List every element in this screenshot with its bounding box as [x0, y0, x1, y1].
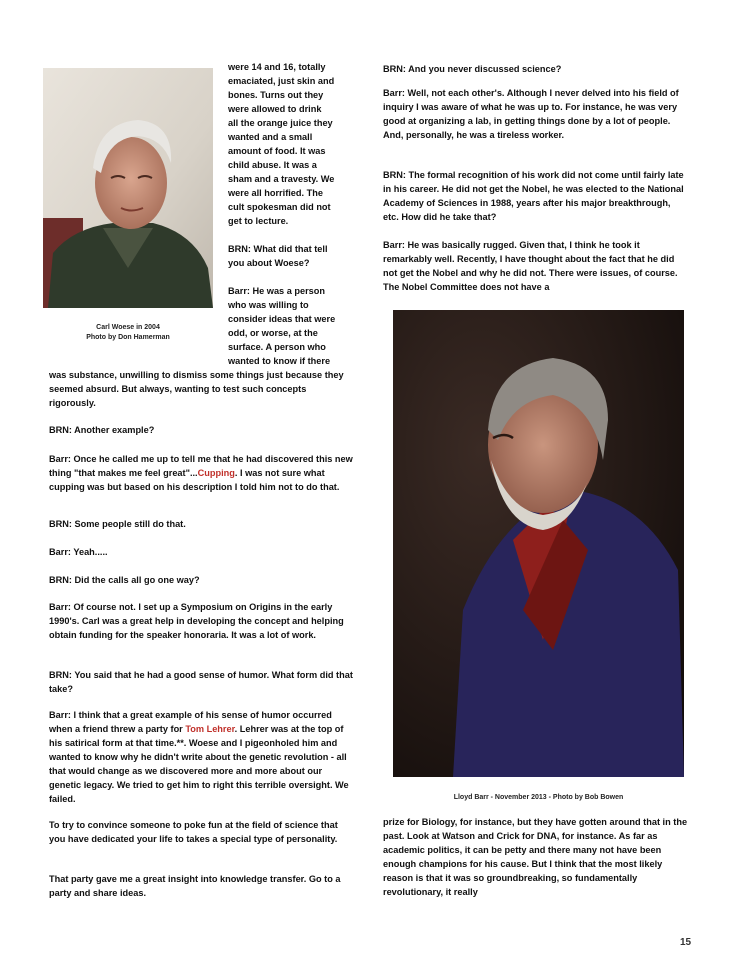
cupping-link[interactable]: Cupping: [197, 468, 235, 478]
page-number: 15: [680, 937, 692, 948]
left-para-cupping: Barr: Once he called me up to tell me that he had discovered this new thing "that makes me feel great"...Cupping. I was not sure what cupping was but based on his description I told him not to do that.: [49, 454, 353, 492]
left-para-continuation: was substance, unwilling to dismiss some things just because they seemed absurd. But always, wanting to test such concepts rigorously.: [49, 370, 344, 408]
left-para-symposium: Barr: Of course not. I set up a Symposium on Origins in the early 1990's. Carl was a great help in developing the concept and helping obtain funding for the speaker honoraria. It was a lot of work.: [49, 602, 344, 640]
left-answer-woese: Barr: He was a person who was willing to consider ideas that were odd, or worse, at the surface. A person who wanted to know if there: [228, 286, 336, 366]
tom-lehrer-link[interactable]: Tom Lehrer: [185, 724, 235, 734]
barr-caption: Lloyd Barr - November 2013 - Photo by Bob Bowen: [453, 794, 624, 801]
left-para-lehrer: Barr: I think that a great example of his sense of humor occurred when a friend threw a party for Tom Lehrer. Lehrer was at the top of his satirical form at that time.**. Woese and I pigeonholed him and wanted to know why he didn't write about the genetic revolution - all that would change as we discovered more and more about our genetic legacy. We tried to get him to right this terrible oversight. We failed.: [49, 710, 349, 804]
right-para-brn-recognition: BRN: The formal recognition of his work did not come until fairly late in his career. He did not get the Nobel, he was elected to the National Academy of Sciences in 1988, years after his major breakthrough, etc. How did he take that?: [383, 170, 684, 222]
woese-portrait-image: [43, 68, 213, 308]
right-para-barr-rugged: Barr: He was basically rugged. Given that, I think he took it remarkably well. Recently, I have thought about the fact that he did not get the Nobel and why he did not. There were issues, of course. The Nobel Committee does not have a: [383, 240, 678, 292]
left-top-paragraph: were 14 and 16, totally emaciated, just skin and bones. Turns out they were allowed to drink all the orange juice they wanted and a small amount of food. It was child abuse. It was a sham and a travesty. We were all horrified. The cult spokesman did not get to lecture.: [228, 62, 335, 226]
left-question-woese: BRN: What did that tell you about Woese?: [228, 244, 328, 268]
left-para-poke-fun: To try to convince someone to poke fun at the field of science that you have dedicated your life to takes a special type of personality.: [49, 820, 338, 844]
woese-photo: [43, 68, 213, 308]
barr-portrait-image: [393, 310, 684, 777]
right-para-barr-well: Barr: Well, not each other's. Although I never delved into his field of inquiry I was aware of what he was up to. For instance, he was very good at organizing a lab, in getting things done by a lot of people. And, personally, he was a tireless worker.: [383, 88, 679, 140]
left-para-party: That party gave me a great insight into knowledge transfer. Go to a party and share ideas.: [49, 874, 341, 898]
left-para-brn-another: BRN: Another example?: [49, 425, 155, 435]
barr-photo: [393, 310, 684, 777]
left-para-barr-yeah: Barr: Yeah.....: [49, 547, 108, 557]
left-para-brn-humor: BRN: You said that he had a good sense of humor. What form did that take?: [49, 670, 353, 694]
right-para-prize: prize for Biology, for instance, but they have gotten around that in the past. Look at Watson and Crick for DNA, for instance. As far as academic politics, it can be petty and there many not have been enough champions for his cause. But I think that the most likely reason is that it was so groundbreaking, so fundamentally revolutionary, it really: [383, 817, 688, 897]
left-para-brn-calls: BRN: Did the calls all go one way?: [49, 575, 200, 585]
right-para-brn-never: BRN: And you never discussed science?: [383, 64, 562, 74]
woese-caption: Carl Woese in 2004 Photo by Don Hamerman: [86, 324, 170, 341]
left-para-brn-some: BRN: Some people still do that.: [49, 519, 186, 529]
